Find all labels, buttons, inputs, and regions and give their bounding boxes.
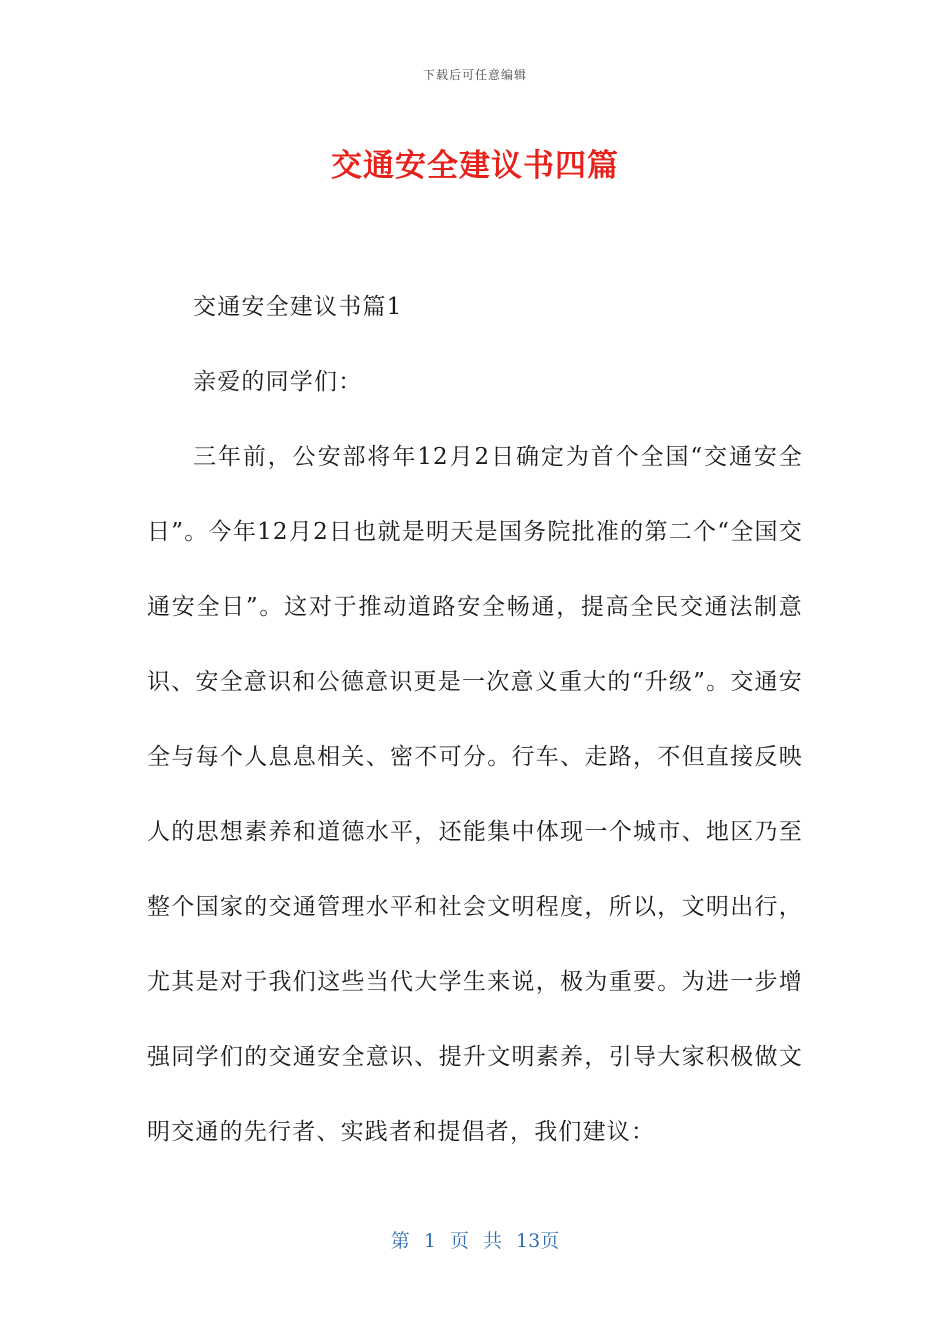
document-body bbox=[147, 270, 803, 1170]
page-number-indicator: 第 1 页 共 13页 bbox=[390, 1230, 560, 1252]
section-heading: 交通安全建议书篇1 bbox=[193, 294, 403, 320]
document-title: 交通安全建议书四篇 bbox=[331, 148, 619, 184]
paragraph: 三年前，公安部将年12月2日确定为首个全国“交通安全日”。今年12月2日也就是明天是国务院批准的第二个“全国交通安全日”。这对于推动道路安全畅通，提高全民交通法制意识、安全意识和公德意识更是一次意义重大的“升级”。交通安全与每个人息息相关、密不可分。行车、走路，不但直接反映人的思想素养和道德水平，还能集中体现一个城市、地区乃至整个国家的交通管理水平和社会文明程度，所以，文明出行，尤其是对于我们这些当代大学生来说，极为重要。为进一步增强同学们的交通安全意识、提升文明素养，引导大家积极做文明交通的先行者、实践者和提倡者，我们建议： bbox=[147, 444, 803, 1145]
salutation: 亲爱的同学们： bbox=[193, 369, 363, 395]
page-header-note: 下载后可任意编辑 bbox=[422, 68, 527, 82]
